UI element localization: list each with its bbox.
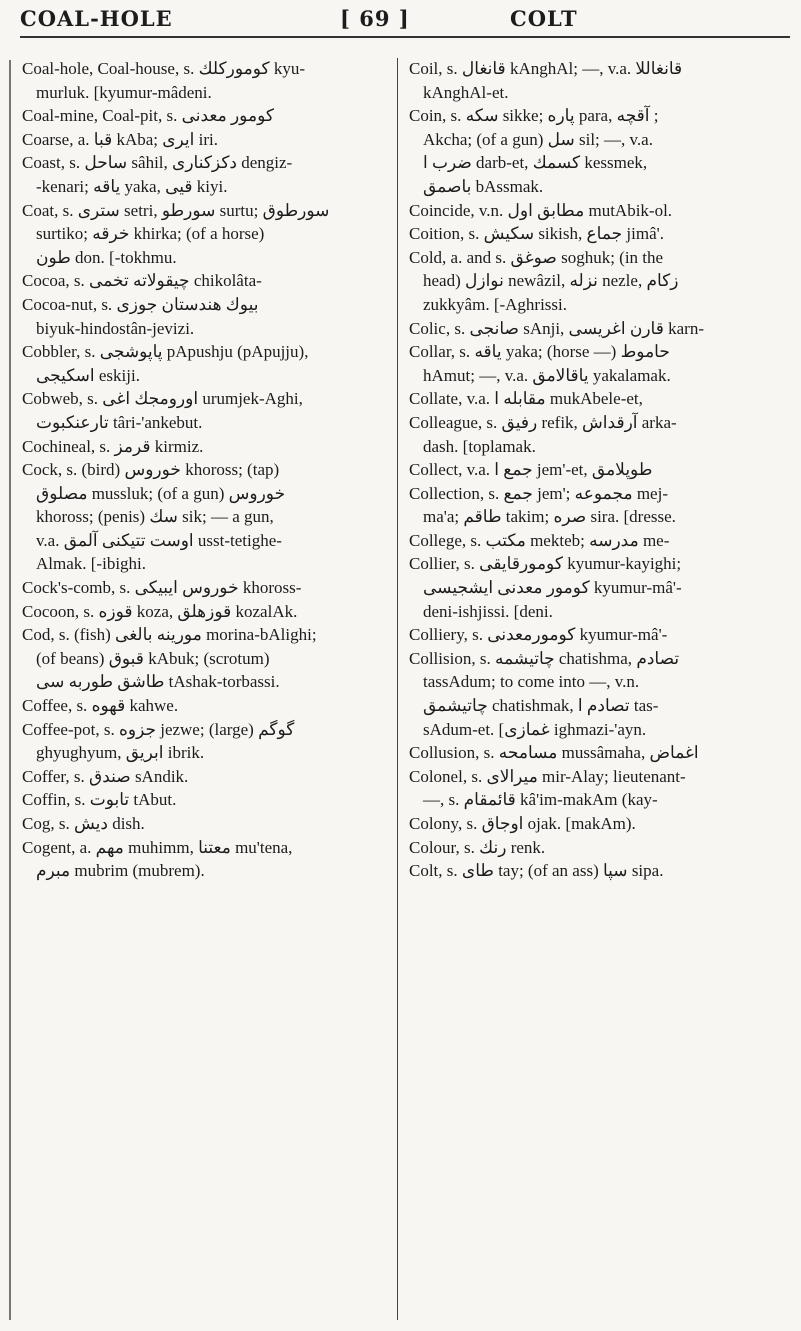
left-column [22,57,394,883]
entry-line: Coarse, a. قبا kAba; ايرى iri. [22,129,218,149]
entry-line: murluk. [kyumur-mâdeni. [36,82,212,102]
entry-line: Collier, s. كومورقايقی kyumur-kayighi; [409,554,682,574]
entry-line: Cogent, a. مهم muhimm, معتنا mu'tena, [22,837,293,857]
entry-line: College, s. مكتب mekteb; مدرسه me- [409,530,670,550]
entry-line: Cod, s. (fish) مورينه بالغى morina-bAlighi; [22,625,317,645]
entry-line: head) نوازل newâzil, نزله nezle, زكام [423,271,679,291]
entry-line: Collection, s. جمع jem'; مجموعه mej- [409,483,668,503]
entry-line: —, s. قائمقام kâ'im-makAm (kay- [423,790,658,810]
entry-line: ضرب ا darb-et, كسمك kessmek, [423,153,648,173]
entry-line: Cocoa-nut, s. بيوك هندستان جوزی [22,294,259,314]
entry-line: tassAdum; to come into —, v.n. [423,672,640,692]
entry-line: kAnghAl-et. [423,82,509,102]
entry-line: zukkyâm. [-Aghrissi. [423,294,568,314]
entry-line: Colliery, s. كومورمعدنی kyumur-mâ'- [409,625,668,645]
entry-line: ma'a; طاقم takim; صره sira. [dresse. [423,507,676,527]
entry-line: كومور معدنی ايشجيسی kyumur-mâ'- [423,578,682,598]
entry-line: Cocoa, s. چيقولاته تخمی chikolâta- [22,271,262,291]
entry-line: Coal-hole, Coal-house, s. كوموركلك kyu- [22,59,306,78]
entry-line: Almak. [-ibighi. [36,554,147,574]
entry-line: Colonel, s. ميرالاى mir-Alay; lieutenant- [409,766,686,786]
entry-line: Coin, s. سكه sikke; پاره para, آقچه ; [409,106,659,126]
entry-line: deni-ishjissi. [deni. [423,601,553,621]
entry-line: Cobweb, s. اورومجك اغى urumjek-Aghi, [22,389,303,409]
entry-line: Coal-mine, Coal-pit, s. كومور معدنی [22,106,274,126]
entry-line: اسكيجی eskiji. [36,365,140,385]
entry-line: Coffee-pot, s. جزوه jezwe; (large) گوگم [22,719,295,739]
entry-line: Colic, s. صانجی sAnji, قارن اغريسی karn- [409,318,704,338]
entry-line: Cocoon, s. قوزه koza, قوزهلق kozalAk. [22,601,298,621]
entry-line: Coffin, s. تابوت tAbut. [22,790,177,810]
entry-line: چاتيشمق chatishmak, تصادم ا tas- [423,696,659,716]
entry-line: -kenari; ياقه yaka, قيى kiyi. [36,176,228,196]
entry-line: طون don. [-tokhmu. [36,247,177,267]
entry-line: Cobbler, s. پاپوشجی pApushju (pApujju), [22,342,309,362]
entry-line: Collision, s. چاتيشمه chatishma, تصادم [409,648,680,668]
entry-line: khoross; (penis) سك sik; — a gun, [36,507,274,527]
entry-line: Cock's-comb, s. خوروس ايبيكی khoross- [22,578,302,598]
entry-line: باصمق bAssmak. [423,176,544,196]
page-number: [ 69 ] [340,6,410,31]
entry-line: Coffee, s. قهوه kahwe. [22,696,179,716]
page-edge-shadow [9,60,11,1320]
entry-line: Colony, s. اوجاق ojak. [makAm). [409,814,636,833]
entry-line: مصلوق mussluk; (of a gun) خوروس [36,483,286,503]
entry-line: Coat, s. سترى setri, سورطو surtu; سورطوق [22,200,330,220]
entry-line: Akcha; (of a gun) سل sil; —, v.a. [423,129,653,149]
entry-line: Coil, s. قانغال kAnghAl; —, v.a. قانغاللا [409,59,683,78]
running-head-right: COLT [510,6,578,31]
right-column [409,57,781,883]
entry-line: Colleague, s. رفيق refik, آرقداش arka- [409,412,677,432]
entry-line: Coincide, v.n. مطابق اول mutAbik-ol. [409,200,673,220]
entry-line: biyuk-hindostân-jevizi. [36,318,195,338]
entry-line: Collusion, s. مسامحه mussâmaha, اغماض [409,743,699,763]
entry-line: Coast, s. ساحل sâhil, دكزكنارى dengiz- [22,153,293,173]
entry-line: v.a. اوست تتيكنى آلمق usst-tetighe- [36,530,282,550]
entry-line: Coition, s. سكيش sikish, جماع jimâ'. [409,224,664,244]
entry-line: dash. [toplamak. [423,436,536,456]
entry-line: Cold, a. and s. صوغق soghuk; (in the [409,247,664,267]
entry-line: Colt, s. طاى tay; (of an ass) سپا sipa. [409,861,664,881]
entry-line: Collar, s. ياقه yaka; (horse —) حاموط [409,342,670,362]
entry-line: (of beans) قبوق kAbuk; (scrotum) [36,648,270,668]
entry-line: Colour, s. رنك renk. [409,837,546,857]
entry-line: surtiko; خرقه khirka; (of a horse) [36,224,265,244]
entry-line: طاشق طوربه سى tAshak-torbassi. [36,672,280,692]
entry-line: Cock, s. (bird) خوروس khoross; (tap) [22,460,280,480]
column-divider [397,58,398,1320]
entry-line: Cochineal, s. قرمز kirmiz. [22,436,204,456]
entry-line: Collect, v.a. جمع ا jem'-et, طوپلامق [409,460,653,480]
entry-line: Cog, s. ديش dish. [22,814,145,833]
header-rule [20,36,790,38]
entry-line: sAdum-et. [غمازى ighmazi-'ayn. [423,719,647,739]
entry-line: Coffer, s. صندق sAndik. [22,766,189,786]
entry-line: ghyughyum, ابريق ibrik. [36,743,205,763]
entry-line: تارعنكبوت târi-'ankebut. [36,412,203,432]
entry-line: hAmut; —, v.a. ياقالامق yakalamak. [423,365,671,385]
entry-line: مبرم mubrim (mubrem). [36,861,205,881]
running-head-left: COAL-HOLE [20,6,173,31]
entry-line: Collate, v.a. مقابله ا mukAbele-et, [409,389,643,409]
